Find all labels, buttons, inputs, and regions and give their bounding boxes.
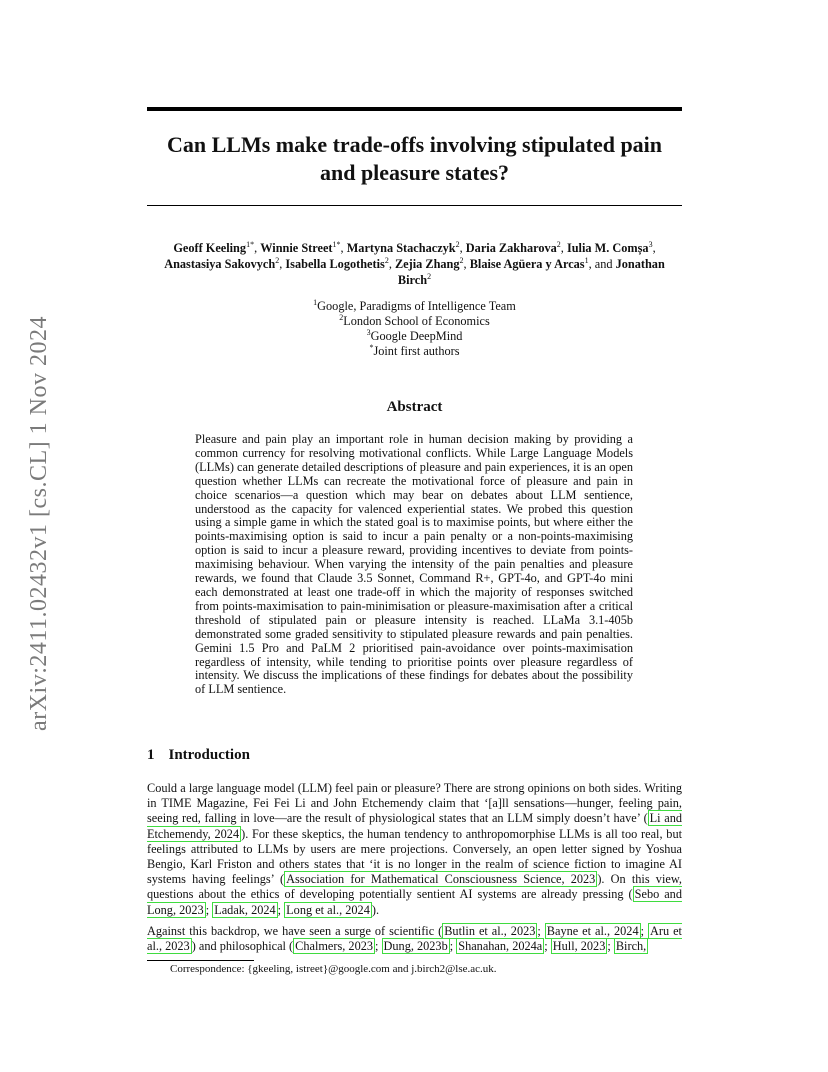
citation-link[interactable]: Dung, 2023b [383,939,448,954]
introduction-body [147,781,682,960]
author-name: Winnie Street [260,241,333,255]
section-title: Introduction [168,747,250,763]
intro-text: ; [537,923,545,938]
author-separator: , [340,241,347,255]
affiliation-line [147,344,682,359]
author-affiliation-mark: 1* [246,239,255,249]
citation-link[interactable]: Bayne et al., 2024 [546,923,639,938]
title-bottom-rule [147,205,682,206]
affiliation-text: Joint first authors [373,344,460,358]
author-affiliation-mark: 1* [332,239,341,249]
intro-text: ; [640,923,648,938]
author-affiliation-mark: 2 [427,271,432,281]
arxiv-sidebar [24,288,54,758]
author-affiliation-mark: 1 [584,255,589,265]
author-name: Jonathan Birch [397,257,665,287]
citation-link[interactable]: Hull, 2023 [552,939,606,954]
section-number: 1 [147,747,155,763]
intro-text: ). On this view, questions about the ethics of developing potentially sentient AI systems are already pressing ( [147,872,682,902]
intro-text: ; [449,939,457,954]
abstract-text: Pleasure and pain play an important role in human decision making by providing a common currency for resolving motivational conflicts. While Large Language Models (LLMs) can generate detailed descriptions of pleasure and pain experiences, it is an open question whether LLMs can recreate the motivational force of pleasure and pain in choice scenarios—a question which may bear on debates about LLM sentience, understood as the capacity for valenced experiential states. We probed this question using a simple game in which the stated goal is to maximise points, but where either the points-maximising option is said to incur a pain penalty or a non-points-maximising option is said to incur a pleasure reward, providing incentives to deviate from points-maximising behaviour. When varying the intensity of the pain penalties and pleasure rewards, we found that Claude 3.5 Sonnet, Command R+, GPT-4o, and GPT-4o mini each demonstrated at least one trade-off in which the majority of responses switched from points-maximisation to pain-minimisation or pleasure-maximisation after a critical threshold of stipulated pain or pleasure intensity is reached. LLaMa 3.1-405b demonstrated some graded sensitivity to stipulated pleasure rewards and pain penalties. Gemini 1.5 Pro and PaLM 2 prioritised pain-avoidance over points-maximisation regardless of intensity, while tending to prioritise points over pleasure regardless of intensity. We discuss the implications of these findings for debates about the possibility of LLM sentience. [195,432,633,697]
affiliation-text: Google, Paradigms of Intelligence Team [317,299,516,313]
paper-title: Can LLMs make trade-offs involving stipulated pain and pleasure states? [166,132,663,185]
author-name: Anastasiya Sakovych [164,257,276,271]
author-separator: , [388,257,395,271]
intro-text: ; [544,939,551,954]
abstract-heading: Abstract [386,399,443,415]
citation-link[interactable]: Association for Mathematical Consciousness Science, 2023 [286,872,596,887]
author-name: Martyna Stachaczyk [346,241,456,255]
citation-link[interactable]: Li and Etchemendy, 2024 [147,811,682,841]
author-separator: , [560,241,567,255]
arxiv-identifier: arXiv:2411.02432v1 [cs.CL] 1 Nov 2024 [25,315,52,731]
citation-link[interactable]: Aru et al., 2023 [147,923,682,954]
intro-text: ; [375,939,382,954]
affiliation-line [147,329,682,344]
affiliation-list [147,299,682,359]
author-separator: , [463,257,470,271]
affiliation-line [147,314,682,329]
intro-text: ). For these skeptics, the human tendency to anthropomorphise LLMs is all too real, but feelings attributed to LLMs by users are mere projections. Conversely, an open letter signed by Yoshua Bengio, Karl Friston and others states that ‘it is no longer in the realm of science fiction to imagine AI systems having feelings’ ( [147,826,683,887]
affiliation-text: London School of Economics [343,314,490,328]
citation-link[interactable]: Ladak, 2024 [214,902,276,917]
citation-link[interactable]: Long et al., 2024 [286,902,370,917]
author-name: Geoff Keeling [173,241,247,255]
author-name: Daria Zakharova [465,241,557,255]
author-name: Isabella Logothetis [285,257,385,271]
footnote-rule [147,960,254,961]
citation-link[interactable]: Chalmers, 2023 [295,939,374,954]
affiliation-mark: 3 [366,327,371,337]
author-affiliation-mark: 2 [459,255,464,265]
author-separator: , [652,241,656,255]
author-affiliation-mark: 2 [384,255,389,265]
author-separator: , [459,241,466,255]
intro-text: ) and philosophical ( [191,939,294,954]
author-name: Zejia Zhang [394,257,460,271]
affiliation-text: Google DeepMind [370,329,463,343]
author-separator: , [279,257,286,271]
title-top-rule [147,107,682,111]
intro-paragraph [147,924,682,954]
author-separator: , [254,241,261,255]
affiliation-mark: 1 [313,297,318,307]
author-name: Blaise Agüera y Arcas [469,257,585,271]
correspondence-footnote: Correspondence: {gkeeling, istreet}@google.com and j.birch2@lse.ac.uk. [170,963,497,975]
citation-link[interactable]: Birch, [615,939,647,954]
author-separator: , and [588,257,616,271]
citation-link[interactable]: Butlin et al., 2023 [444,923,536,938]
author-name: Iulia M. Comșa [566,241,649,255]
author-list [147,240,682,288]
intro-text: Could a large language model (LLM) feel pain or pleasure? There are strong opinions on both sides. Writing in TIME Magazine, Fei Fei Li and John Etchemendy claim that ‘[a]ll sensations—hunger, feeling pain, seeing red, falling in love—are the result of physiological states that an LLM simply doesn’t have’ ( [147,781,682,826]
affiliation-mark: 2 [339,312,344,322]
author-affiliation-mark: 2 [455,239,460,249]
author-affiliation-mark: 2 [275,255,280,265]
intro-paragraph [147,781,682,918]
intro-text: ; [277,902,285,917]
citation-link[interactable]: Sebo and Long, 2023 [147,887,682,917]
author-affiliation-mark: 2 [556,239,561,249]
intro-text: ; [607,939,614,954]
affiliation-line [147,299,682,314]
affiliation-mark: * [369,342,374,352]
section-heading [147,747,250,764]
intro-text: Against this backdrop, we have seen a surge of scientific ( [147,923,443,938]
intro-text: ). [371,902,380,917]
author-affiliation-mark: 3 [648,239,653,249]
citation-link[interactable]: Shanahan, 2024a [458,939,543,954]
intro-text: ; [205,902,213,917]
